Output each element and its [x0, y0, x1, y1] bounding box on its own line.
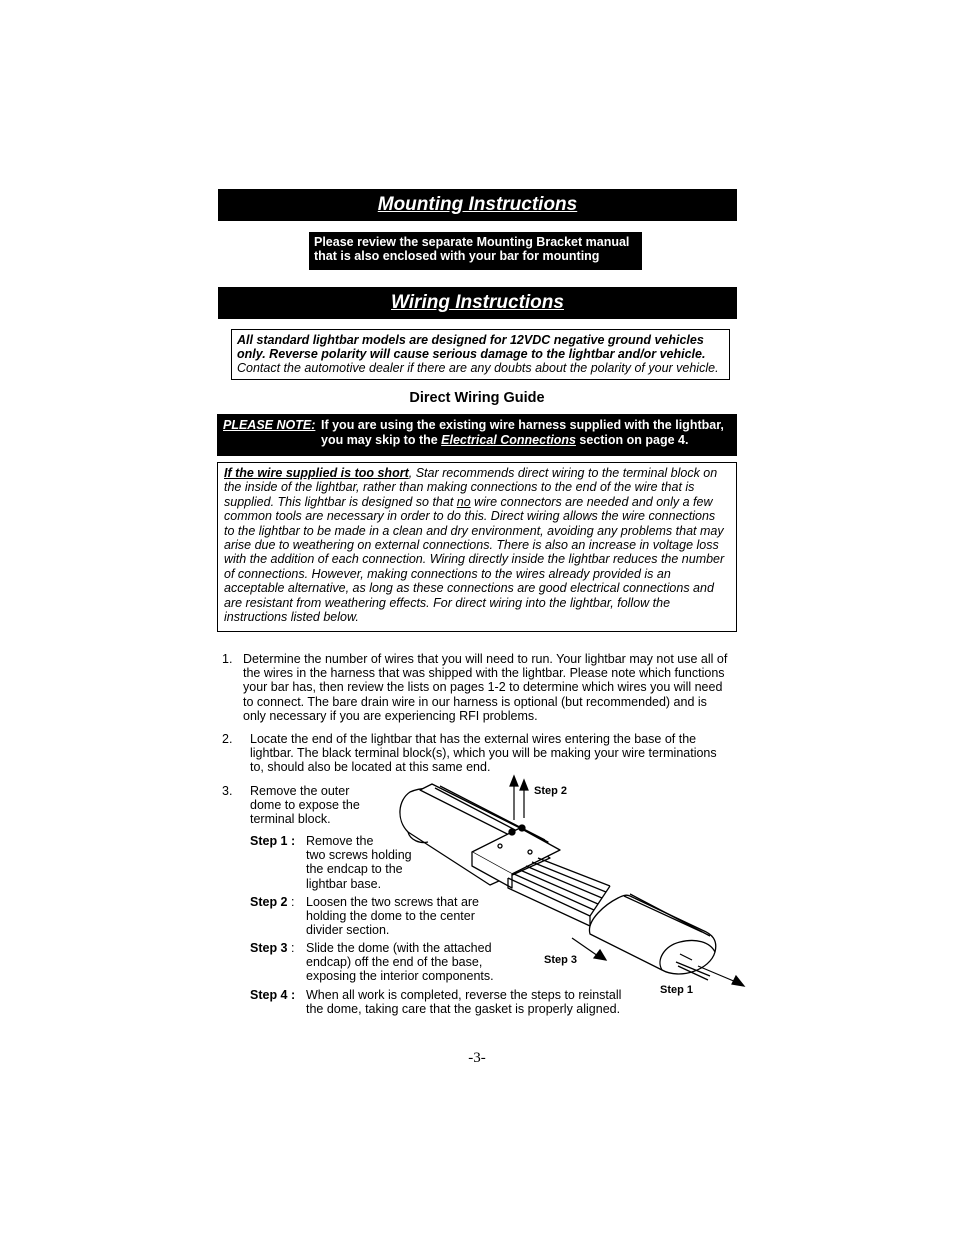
list-item-1 — [222, 652, 742, 723]
please-note-line: you may skip to the — [321, 433, 442, 447]
intro-line: instructions listed below. — [224, 610, 359, 625]
step-line: divider section. — [306, 923, 390, 938]
please-note-line: If you are using the existing wire harness supplied with the lightbar, — [321, 418, 724, 432]
step-line: endcap) off the end of the base, — [306, 955, 483, 970]
dome-screw — [509, 829, 515, 835]
list-line: terminal block. — [250, 812, 331, 827]
intro-lead: If the wire supplied is too short — [224, 466, 409, 480]
intro-line: are resistant from weathering effects. For direct wiring into the lightbar, follow the — [224, 595, 671, 610]
intro-line: acceptable alternative, as long as these connections are good electrical connections and — [224, 581, 714, 596]
list-line: to connect. The bare drain wire in our harness is optional (but recommended) and is — [243, 694, 707, 709]
list-line: Locate the end of the lightbar that has the external wires entering the base of the — [250, 732, 697, 746]
page-number: -3- — [468, 1050, 486, 1066]
step-line: lightbar base. — [306, 876, 382, 891]
mounting-bracket-note — [309, 232, 642, 270]
list-line: the wires in the harness that was shipped with the lightbar. Please note which functions — [243, 666, 725, 681]
direct-wiring-guide-heading: Direct Wiring Guide — [409, 390, 545, 406]
list-line: your bar has, then review the lists on pages 1-2 to determine which wires you will need — [243, 680, 723, 695]
list-item-2 — [222, 732, 742, 775]
warning-line: All standard lightbar models are designed for 12VDC negative ground vehicles — [237, 333, 704, 347]
step-label — [250, 941, 294, 955]
list-line: only necessary if you are experiencing RFI problems. — [243, 708, 538, 723]
intro-line: supplied. This lightbar is designed so that — [224, 494, 457, 509]
removed-dome-section — [589, 895, 715, 974]
direct-wiring-intro-box — [217, 462, 737, 632]
step-line: Slide the dome (with the attached — [306, 941, 492, 955]
step-label: Step 1 : — [250, 834, 296, 848]
step-line: holding the dome to the center — [306, 909, 475, 924]
step-label-text: Step 3 — [250, 941, 288, 955]
step-line: the endcap to the — [306, 862, 403, 877]
step-line: Loosen the two screws that are — [306, 895, 480, 909]
list-line: dome to expose the — [250, 798, 360, 813]
mounting-note-line: Please review the separate Mounting Bracket manual — [314, 235, 630, 249]
diagram-label-step3: Step 3 — [544, 954, 578, 966]
intro-line: common tools are necessary in order to do this. Direct wiring allows the wire connections — [224, 509, 716, 524]
mounting-instructions-banner — [218, 189, 737, 221]
please-note-line: section on page 4. — [575, 433, 689, 447]
list-line: lightbar. The black terminal block(s), which you will be making your wire terminations — [250, 746, 717, 761]
step-label: Step 4 : — [250, 988, 296, 1002]
list-number: 1. — [222, 652, 233, 666]
mounting-note-line: that is also enclosed with your bar for mounting — [314, 249, 600, 263]
intro-line: , Star recommends direct wiring to the terminal block on — [408, 466, 718, 480]
polarity-warning-box — [231, 329, 730, 380]
dome-screw — [519, 825, 525, 831]
intro-emphasis: no — [456, 494, 471, 509]
list-line: Determine the number of wires that you will need to run. Your lightbar may not use all of — [243, 652, 728, 666]
step-line: exposing the interior components. — [306, 969, 494, 984]
please-note-label: PLEASE NOTE: — [223, 418, 316, 432]
step-label-colon: : — [287, 941, 295, 955]
list-number: 3. — [222, 784, 233, 798]
diagram-label-step1: Step 1 — [660, 984, 694, 996]
step-label-text: Step 2 — [250, 895, 288, 909]
intro-line: of connections. However, making connections to the wires already provided is an — [224, 566, 671, 581]
wiring-instructions-title: Wiring Instructions — [391, 292, 564, 313]
step-line: two screws holding — [306, 848, 412, 863]
warning-line: Contact the automotive dealer if there are any doubts about the polarity of your vehicle. — [237, 361, 719, 375]
mounting-instructions-title: Mounting Instructions — [377, 194, 578, 215]
intro-line: arise due to weathering on external connections. There is also an increase in voltage loss — [224, 538, 719, 553]
list-line: to, should also be located at this same end. — [250, 760, 491, 775]
warning-line: only. Reverse polarity will cause serious damage to the lightbar and/or vehicle. — [237, 347, 706, 361]
intro-line: with the addition of each connection. Wiring directly inside the lightbar reduces the number — [224, 552, 725, 567]
step-line: the dome, taking care that the gasket is properly aligned. — [306, 1002, 621, 1017]
wiring-instructions-banner — [218, 287, 737, 319]
list-number: 2. — [222, 732, 233, 746]
intro-line: wire connectors are needed and only a few — [470, 494, 713, 509]
step-line: When all work is completed, reverse the steps to reinstall — [306, 988, 622, 1002]
please-note-box — [217, 414, 737, 456]
list-line: Remove the outer — [250, 784, 350, 798]
step-label — [250, 895, 294, 909]
step-label-colon: : — [287, 895, 295, 909]
diagram-label-step2: Step 2 — [534, 785, 568, 797]
intro-line: the inside of the lightbar, rather than making connections to the end of the wire that is — [224, 480, 695, 495]
electrical-connections-link[interactable]: Electrical Connections — [441, 433, 576, 447]
step-line: Remove the — [306, 834, 374, 848]
intro-line: to the lightbar to be made in a clean and dry environment, avoiding any problems that may — [224, 523, 724, 538]
lightbar-disassembly-diagram — [380, 770, 750, 1005]
